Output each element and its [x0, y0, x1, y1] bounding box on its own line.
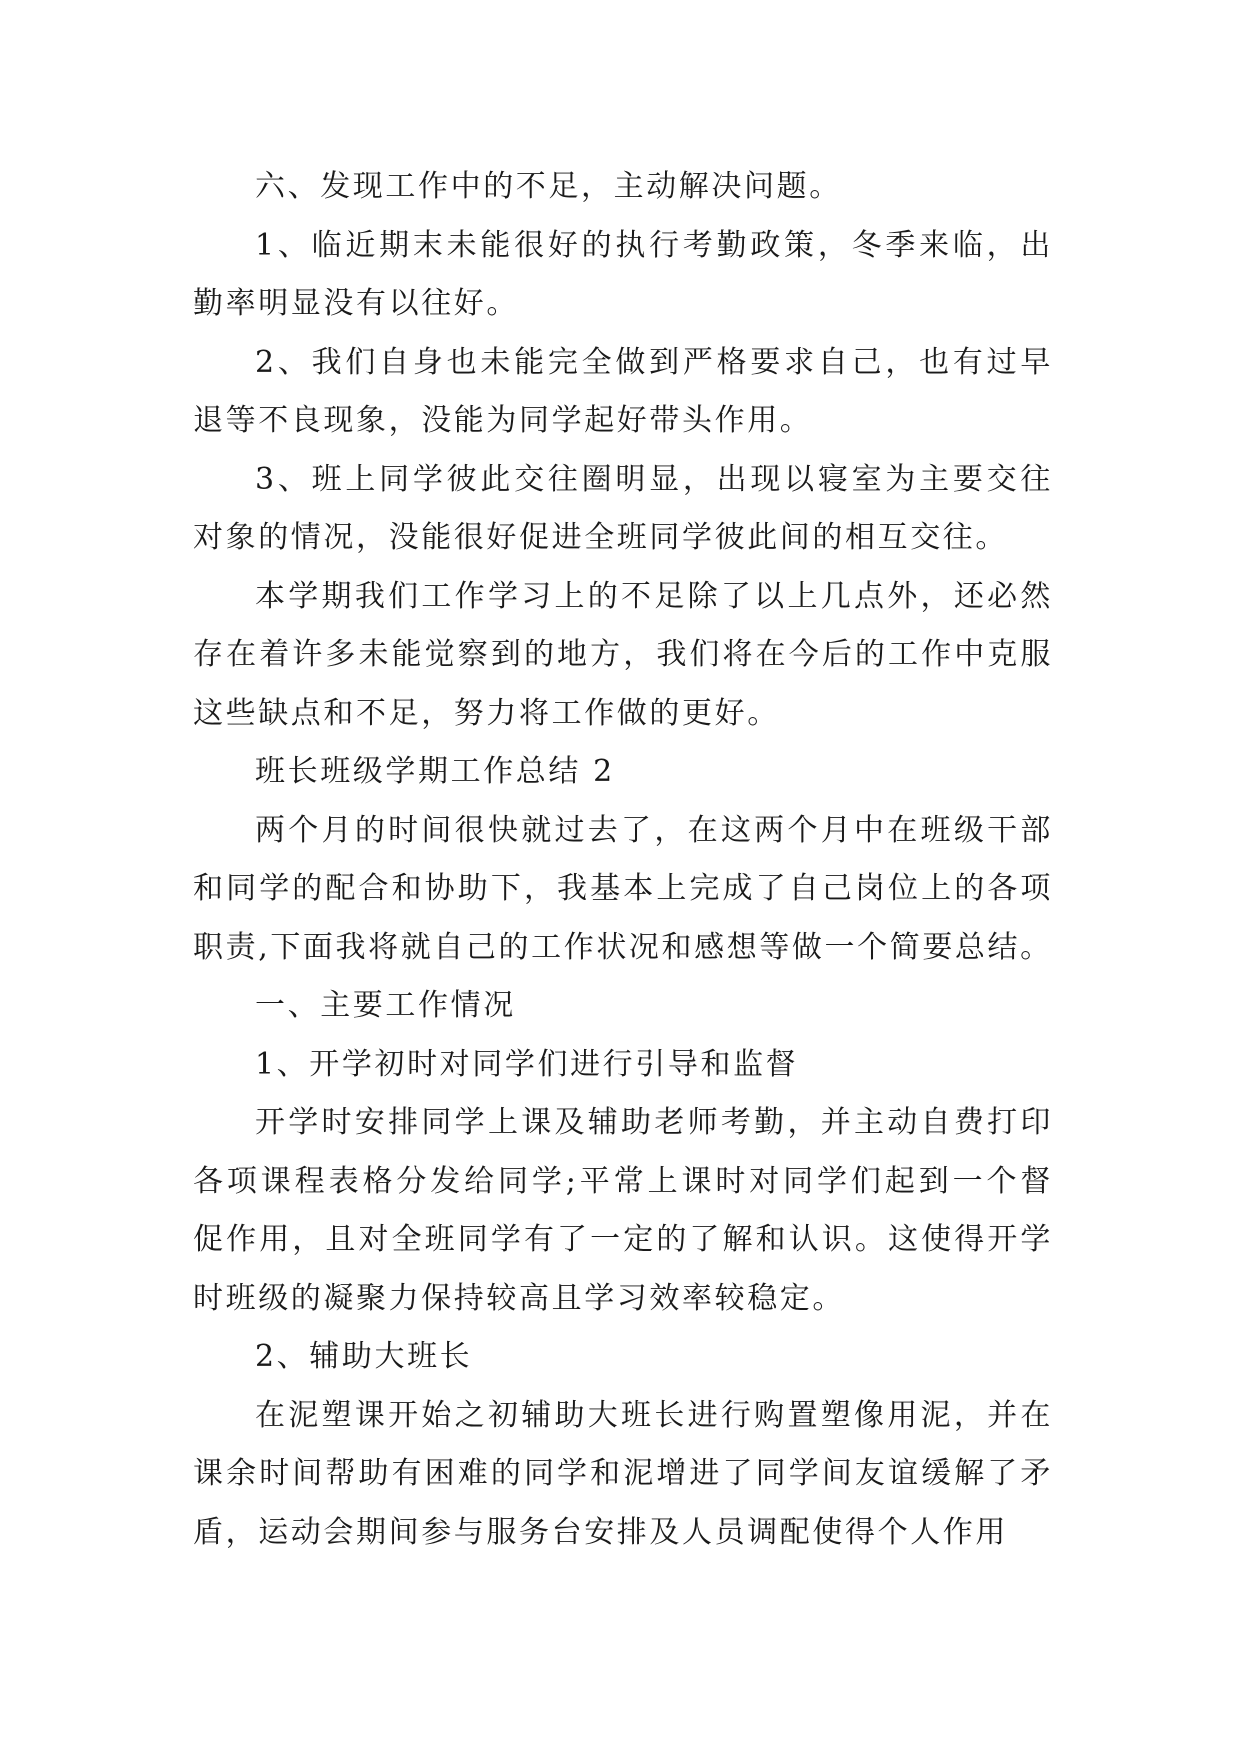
- subheading-1: 1、开学初时对同学们进行引导和监督: [255, 1046, 799, 1082]
- section-heading-six: 六、发现工作中的不足，主动解决问题。: [255, 169, 842, 204]
- paragraph-point-1: 1、临近期末未能很好的执行考勤政策，冬季来临，出勤率明显没有以往好。: [193, 227, 1053, 321]
- document-body: [193, 158, 1053, 1562]
- paragraph-point-2: 2、我们自身也未能完全做到严格要求自己，也有过早退等不良现象，没能为同学起好带头作用。: [193, 344, 1053, 438]
- paragraph-point-3: 3、班上同学彼此交往圈明显，出现以寝室为主要交往对象的情况，没能很好促进全班同学彼此间的相互交往。: [193, 461, 1053, 555]
- paragraph-start-of-term: 开学时安排同学上课及辅助老师考勤，并主动自费打印各项课程表格分发给同学;平常上课时对同学们起到一个督促作用，且对全班同学有了一定的了解和认识。这使得开学时班级的凝聚力保持较高且学习效率较稳定。: [193, 1105, 1053, 1316]
- article-title-2: 班长班级学期工作总结 2: [255, 754, 615, 789]
- subheading-2: 2、辅助大班长: [255, 1339, 473, 1374]
- paragraph-assist-monitor: 在泥塑课开始之初辅助大班长进行购置塑像用泥，并在课余时间帮助有困难的同学和泥增进了同学间友谊缓解了矛盾，运动会期间参与服务台安排及人员调配使得个人作用: [193, 1397, 1053, 1550]
- paragraph-intro: 两个月的时间很快就过去了，在这两个月中在班级干部和同学的配合和协助下，我基本上完成了自己岗位上的各项职责,下面我将就自己的工作状况和感想等做一个简要总结。: [193, 812, 1053, 965]
- paragraph-summary: 本学期我们工作学习上的不足除了以上几点外，还必然存在着许多未能觉察到的地方，我们将在今后的工作中克服这些缺点和不足，努力将工作做的更好。: [193, 578, 1053, 731]
- section-heading-one: 一、主要工作情况: [255, 988, 516, 1023]
